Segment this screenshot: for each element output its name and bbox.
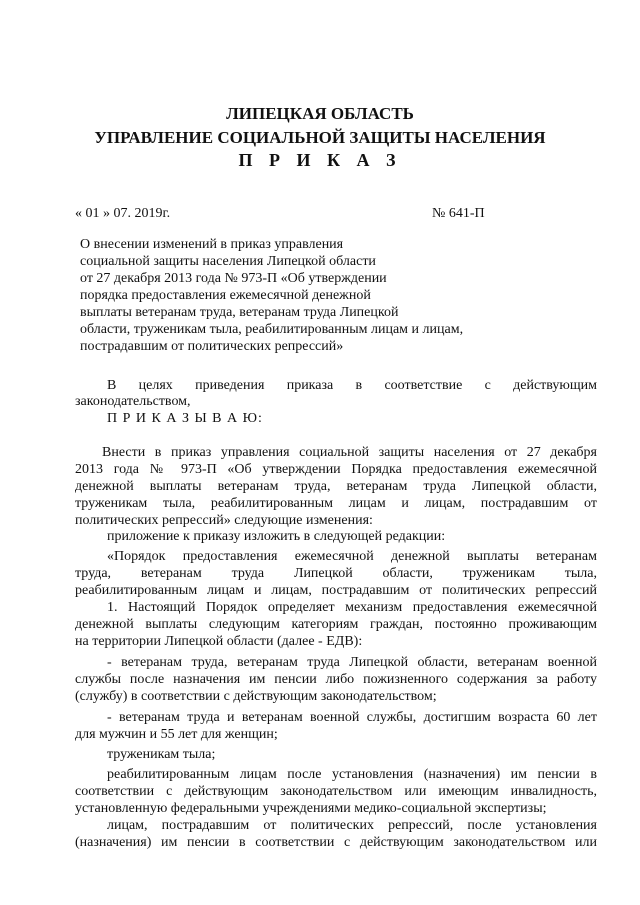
- order-directive: П Р И К А З Ы В А Ю:: [107, 411, 263, 426]
- document-type-heading: П Р И К А З: [238, 150, 402, 170]
- body-paragraph-7: труженикам тыла;: [107, 747, 216, 762]
- agency-heading: УПРАВЛЕНИЕ СОЦИАЛЬНОЙ ЗАЩИТЫ НАСЕЛЕНИЯ: [94, 128, 546, 147]
- subject-line: порядка предоставления ежемесячной денежной: [80, 288, 371, 303]
- subject-line: социальной защиты населения Липецкой области: [80, 254, 376, 269]
- subject-line: от 27 декабря 2013 года № 973-П «Об утверждении: [80, 271, 387, 286]
- order-number: № 641-П: [432, 206, 485, 221]
- preamble-line: В целях приведения приказа в соответствие с действующим: [107, 378, 597, 393]
- region-heading: ЛИПЕЦКАЯ ОБЛАСТЬ: [226, 104, 414, 123]
- subject-line: О внесении изменений в приказ управления: [80, 237, 344, 252]
- subject-line: пострадавшим от политических репрессий»: [80, 339, 344, 354]
- subject-line: области, труженикам тыла, реабилитированным лицам и лицам,: [80, 322, 464, 337]
- document-page: ЛИПЕЦКАЯ ОБЛАСТЬ УПРАВЛЕНИЕ СОЦИАЛЬНОЙ ЗАЩИТЫ НАСЕЛЕНИЯ П Р И К А З « 01 » 07. 2019г. № 641-П О внесении изменений в приказ управления социальной защиты населения Липецкой области от 27 декабря 2013 года № 973-П «Об утверждении порядка предоставления ежемесячной денежной выплаты ветеранам труда, ветеранам труда Липецкой области, труженикам тыла, реабилитированным лицам и лицам, пострадавшим от политических репрессий» В целях приведения приказа в соответствие с действующим законодательством, П Р И К А З Ы В А Ю: Внести в приказ управления социальной защиты населения от 27 декабря 2013 года № 973-П «Об утверждении Порядка предоставления ежемесячной денежной выплаты ветеранам труда, ветеранам труда Липецкой области, труженикам тыла, реабилитированным лицам и лицам, пострадавшим от политических репрессий» следующие изменения: приложение к приказу изложить в следующей редакции: «Порядок предоставления ежемесячной денежной выплаты ветеранам труда, ветеранам труда Липецкой области, труженикам тыла, реабилитированным лицам и лицам, пострадавшим от политических репрессий 1. Настоящий Порядок определяет механизм предоставления ежемесячной денежной выплаты следующим категориям граждан, постоянно проживающим на территории Липецкой области (далее - ЕДВ): - ветеранам труда, ветеранам труда Липецкой области, ветеранам военной службы после назначения им пенсии либо пожизненного содержания за работу (службу) в соответствии с действующим законодательством; - ветеранам труда и ветеранам военной службы, достигшим возраста 60 лет для мужчин и 55 лет для женщин; труженикам тыла; реабилитированным лицам после установления (назначения) им пенсии в соответствии с действующим законодательством или имеющим инвалидность, установленную федеральными учреждениями медико-социальной экспертизы; лицам, пострадавшим от политических репрессий, после установления (назначения) им пенсии в соответствии с действующим законодательством или: [0, 0, 640, 905]
- preamble-line: законодательством,: [75, 394, 191, 409]
- order-date: « 01 » 07. 2019г.: [75, 206, 171, 221]
- subject-line: выплаты ветеранам труда, ветеранам труда Липецкой: [80, 305, 399, 320]
- body-paragraph-2: приложение к приказу изложить в следующей редакции:: [107, 529, 446, 544]
